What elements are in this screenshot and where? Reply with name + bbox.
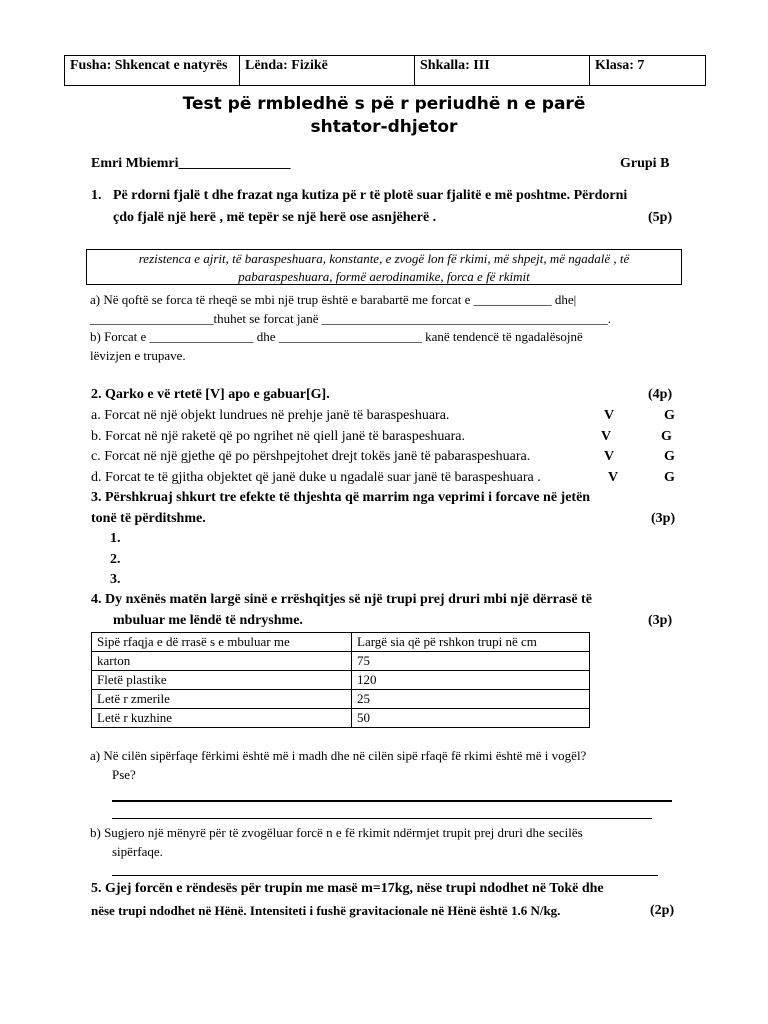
q1a-line1: a) Në qoftë se forca të rheqë se mbi një trup është e barabartë me forcat e ____________ dhe| [90, 292, 577, 307]
table-cell-distance: 120 [352, 671, 590, 690]
word-box [86, 249, 682, 285]
q2-item-b-g: G [661, 429, 672, 444]
page-title-line1: Test pë rmbledhë s pë r periudhë n e parë [182, 94, 586, 114]
q4b-line2: sipërfaqe. [112, 844, 163, 859]
table-row [92, 671, 590, 690]
header-fusha: Fusha: Shkencat e natyrës [65, 56, 240, 86]
q5-text-line1: 5. Gjej forcën e rëndesës për trupin me masë m=17kg, nëse trupi ndodhet në Tokë dhe [91, 881, 604, 896]
q2-item-c-g: G [664, 449, 675, 464]
q2-title: 2. Qarko e vë rtetë [V] apo e gabuar[G]. [91, 387, 330, 402]
header-lenda: Lënda: Fizikë [240, 56, 415, 86]
word-box-line2: pabaraspeshuara, formë aerodinamike, forca e fë rkimit [238, 269, 530, 284]
q4a-line2: Pse? [112, 767, 136, 782]
table-cell-distance: 25 [352, 690, 590, 709]
q2-item-c: c. Forcat në një gjethe që po përshpejtohet drejt tokës janë të pabaraspeshuara. [91, 449, 531, 464]
q3-answer-2: 2. [110, 552, 121, 567]
q2-item-d-v: V [608, 470, 619, 485]
q1-text-line2: çdo fjalë një herë , më tepër se një herë ose asnjëherë . [113, 210, 437, 225]
header-shkalla: Shkalla: III [415, 56, 590, 86]
table-row [92, 690, 590, 709]
q2-item-d: d. Forcat te të gjitha objektet që janë duke u ngadalë suar janë të baraspeshuara . [91, 470, 541, 485]
q3-text-line2: tonë të përditshme. [91, 511, 206, 526]
q4a-answer-line-1[interactable] [112, 800, 672, 802]
surface-distance-table [91, 632, 590, 728]
header-klasa: Klasa: 7 [590, 56, 706, 86]
q3-answer-3: 3. [110, 572, 121, 587]
table-header-row [92, 633, 590, 652]
q4a-line1: a) Në cilën sipërfaqe fërkimi është më i madh dhe në cilën sipë rfaqë fë rkimi është më i vogël? [90, 748, 587, 763]
q5-points: (2p) [650, 903, 675, 918]
header-table [64, 55, 706, 86]
q2-item-d-g: G [664, 470, 675, 485]
group-label: Grupi B [620, 156, 670, 171]
q1-points: (5p) [648, 210, 673, 225]
name-label: Emri Mbiemri________________ [91, 156, 291, 171]
q3-answer-1: 1. [110, 531, 121, 546]
q4b-line1: b) Sugjero një mënyrë për të zvogëluar forcë n e fë rkimit ndërmjet trupit prej druri dhe secilës [90, 825, 583, 840]
q2-item-a: a. Forcat në një objekt lundrues në prehje janë të baraspeshuara. [91, 408, 450, 423]
page-title-line2: shtator-dhjetor [310, 117, 458, 137]
q4b-answer-line[interactable] [112, 875, 658, 876]
q1b-line1: b) Forcat e ________________ dhe ______________________ kanë tendencë të ngadalësojnë [90, 329, 583, 344]
header-row [65, 56, 706, 86]
table-cell-surface: Letë r kuzhine [92, 709, 352, 728]
q4a-answer-line-2[interactable] [112, 818, 652, 819]
q2-item-b: b. Forcat në një raketë që po ngrihet në qiell janë të baraspeshuara. [91, 429, 465, 444]
q2-item-c-v: V [604, 449, 615, 464]
table-cell-distance: 50 [352, 709, 590, 728]
table-cell-surface: karton [92, 652, 352, 671]
q1-text-line1: Pë rdorni fjalë t dhe frazat nga kutiza pë r të plotë suar fjalitë e më poshtme. Përdorni [113, 188, 628, 203]
q5-text-line2: nëse trupi ndodhet në Hënë. Intensiteti i fushë gravitacionale në Hënë është 1.6 N/kg. [91, 903, 561, 918]
q3-text-line1: 3. Përshkruaj shkurt tre efekte të thjeshta që marrim nga veprimi i forcave në jetën [91, 490, 591, 505]
table-header-distance: Largë sia që pë rshkon trupi në cm [352, 633, 590, 652]
word-box-line1: rezistenca e ajrit, të baraspeshuara, konstante, e zvogë lon fë rkimi, më shpejt, më ngadalë , të [138, 251, 630, 266]
table-cell-distance: 75 [352, 652, 590, 671]
table-cell-surface: Letë r zmerile [92, 690, 352, 709]
q1b-line2: lëvizjen e trupave. [90, 348, 186, 363]
q3-points: (3p) [651, 511, 676, 526]
table-cell-surface: Fletë plastike [92, 671, 352, 690]
q1-number: 1. [91, 188, 102, 203]
table-row [92, 709, 590, 728]
q2-item-a-g: G [664, 408, 675, 423]
q2-item-b-v: V [601, 429, 612, 444]
q4-points: (3p) [648, 613, 673, 628]
q4-text-line2: mbuluar me lëndë të ndryshme. [113, 613, 303, 628]
q2-item-a-v: V [604, 408, 615, 423]
q4-text-line1: 4. Dy nxënës matën largë sinë e rrëshqitjes së një trupi prej druri mbi një dërrasë të [91, 592, 592, 607]
q2-points: (4p) [648, 387, 673, 402]
table-row [92, 652, 590, 671]
table-header-surface: Sipë rfaqja e dë rrasë s e mbuluar me [92, 633, 352, 652]
q1a-line2: ___________________thuhet se forcat janë ____________________________________________. [90, 311, 612, 326]
